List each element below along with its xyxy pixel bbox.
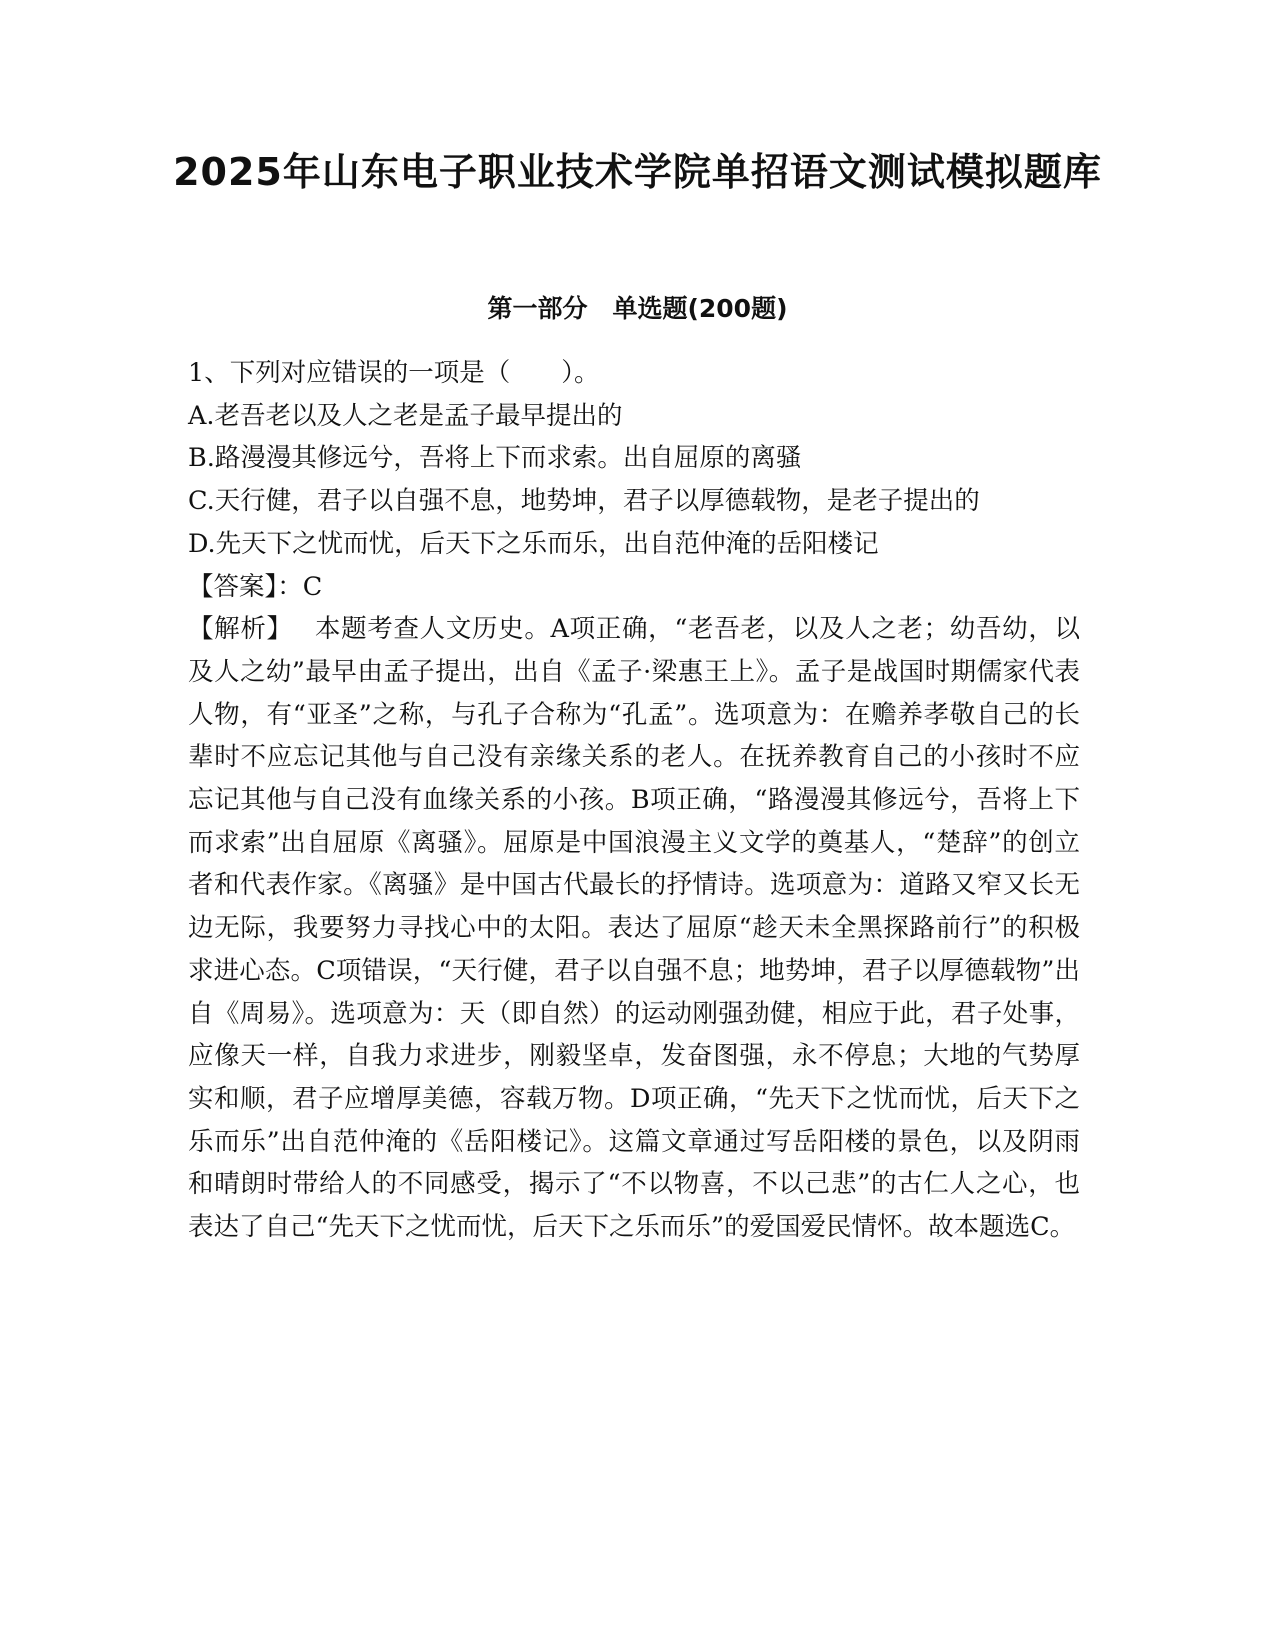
analysis-text: 本题考查人文历史。A项正确，“老吾老，以及人之老；幼吾幼，以及人之幼”最早由孟子提出，出自《孟子·梁惠王上》。孟子是战国时期儒家代表人物，有“亚圣”之称，与孔子合称为“孔孟”。选项意为：在赡养孝敬自己的长辈时不应忘记其他与自己没有亲缘关系的老人。在抚养教育自己的小孩时不应忘记其他与自己没有血缘关系的小孩。B项正确，“路漫漫其修远兮，吾将上下而求索”出自屈原《离骚》。屈原是中国浪漫主义文学的奠基人，“楚辞”的创立者和代表作家。《离骚》是中国古代最长的抒情诗。选项意为：道路又窄又长无边无际，我要努力寻找心中的太阳。表达了屈原“趁天未全黑探路前行”的积极求进心态。C项错误，“天行健，君子以自强不息；地势坤，君子以厚德载物”出自《周易》。选项意为：天（即自然）的运动刚强劲健，相应于此，君子处事，应像天一样，自我力求进步，刚毅坚卓，发奋图强，永不停息；大地的气势厚实和顺，君子应增厚美德，容载万物。D项正确，“先天下之忧而忧，后天下之乐而乐”出自范仲淹的《岳阳楼记》。这篇文章通过写岳阳楼的景色，以及阴雨和晴朗时带给人的不同感受，揭示了“不以物喜，不以己悲”的古仁人之心，也表达了自己“先天下之忧而忧，后天下之乐而乐”的爱国爱民情怀。故本题选C。 (188, 614, 1080, 1243)
answer-line (188, 566, 1080, 609)
question-stem: 1、下列对应错误的一项是（ ）。 (188, 358, 600, 388)
option-a: A.老吾老以及人之老是孟子最早提出的 (188, 400, 623, 431)
question-block (188, 352, 1080, 1249)
answer-label: 【答案】： (188, 571, 303, 602)
option-d: D.先天下之忧而忧，后天下之乐而乐，出自范仲淹的岳阳楼记 (188, 528, 879, 559)
document-title: 2025年山东电子职业技术学院单招语文测试模拟题库 (173, 150, 1102, 194)
section-title: 第一部分 单选题(200题) (487, 294, 788, 323)
answer-value: C (302, 571, 323, 602)
analysis-label: 【解析】 (188, 614, 280, 645)
option-b: B.路漫漫其修远兮，吾将上下而求索。出自屈原的离骚 (188, 443, 802, 474)
option-c: C.天行健，君子以自强不息，地势坤，君子以厚德载物，是老子提出的 (188, 486, 980, 517)
analysis-paragraph (188, 608, 1080, 1249)
